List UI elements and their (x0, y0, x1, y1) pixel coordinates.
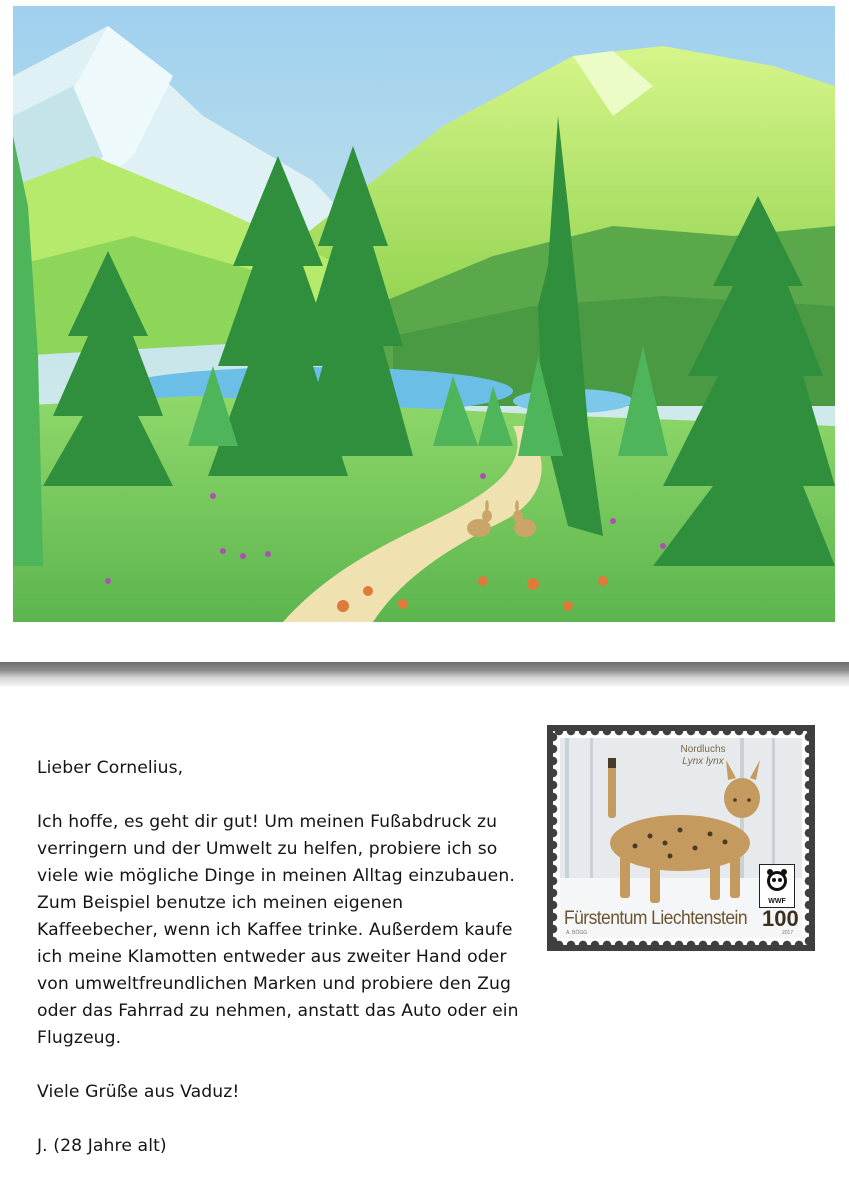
card-divider (0, 662, 849, 686)
stamp-title: Nordluchs (680, 744, 726, 755)
postage-stamp (547, 725, 815, 951)
stamp-artwork (560, 738, 802, 938)
wwf-panda-logo (759, 864, 795, 908)
letter (37, 755, 527, 1160)
letter-closing: Viele Grüße aus Vaduz! (37, 1082, 240, 1102)
landscape-illustration (13, 6, 835, 622)
wwf-label: WWF (768, 898, 786, 905)
stamp-year: 2017 (782, 930, 794, 936)
letter-body: Ich hoffe, es geht dir gut! Um meinen Fußabdruck zu verringern und der Umwelt zu helfen, probiere ich so viele wie mögliche Dinge in meinen Alltag einzubauen. Zum Beispiel benutze ich meinen eigenen Kaffeebecher, wenn ich Kaffee trinke. Außerdem kaufe ich meine Klamotten entweder aus zweiter Hand oder von umweltfreundlichen Marken und probiere den Zug oder das Fahrrad zu nehmen, anstatt das Auto oder ein Flugzeug. (37, 812, 519, 1048)
stamp-artist: A. BÖGG (566, 930, 588, 936)
stamp-country: Fürstentum Liechtenstein (564, 908, 748, 929)
stamp-value: 100 (762, 906, 799, 931)
stamp-species: Lynx lynx (682, 756, 724, 767)
letter-greeting: Lieber Cornelius, (37, 758, 184, 778)
panda-icon (760, 865, 794, 895)
postcard-illustration (13, 6, 835, 622)
letter-signature: J. (28 Jahre alt) (37, 1136, 167, 1156)
